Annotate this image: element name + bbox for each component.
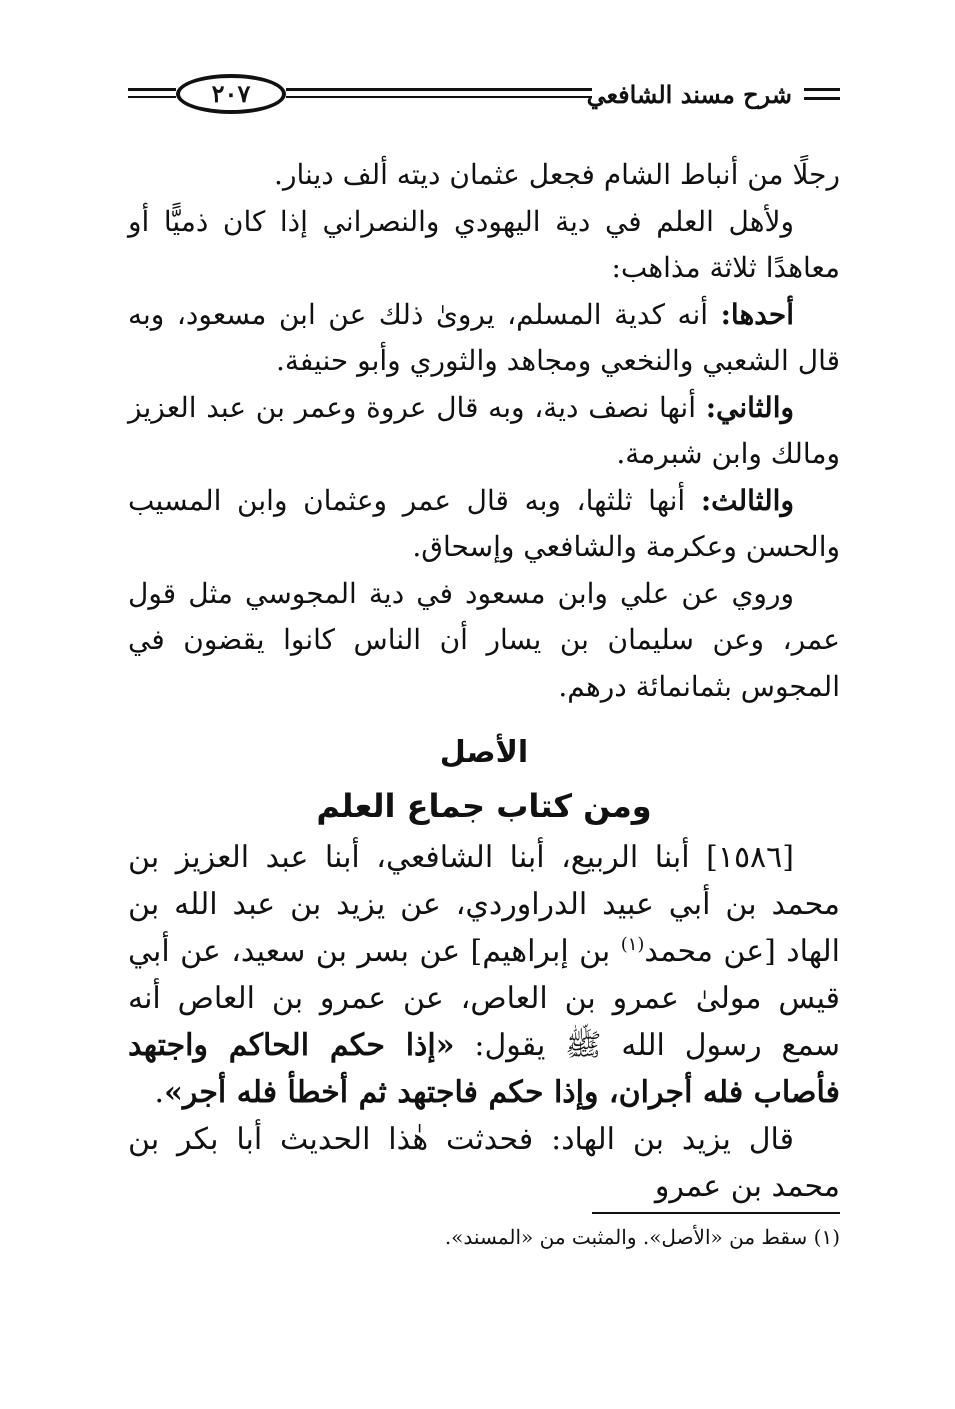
hadith-chain: أبنا الربيع، أبنا الشافعي، أبنا عبد العزيز بن محمد بن أبي عبيد الدراوردي، عن يزيد بن عبد الله بن الهاد [عن محمد	[128, 840, 841, 969]
paragraph	[128, 385, 840, 478]
hadith-quote: «إذا حكم الحاكم واجتهد فأصاب فله أجران، وإذا حكم فاجتهد ثم أخطأ فله أجر»	[128, 1028, 840, 1110]
page-header	[128, 70, 840, 126]
paragraph-label: والثاني:	[705, 390, 794, 424]
hadith-end: .	[154, 1075, 165, 1110]
book-title: شرح مسند الشافعي	[586, 80, 792, 109]
paragraph-label: والثالث:	[700, 483, 794, 517]
paragraph	[128, 292, 840, 385]
paragraph-text: أنها ثلثها، وبه قال عمر وعثمان وابن المسيب والحسن وعكرمة والشافعي وإسحاق.	[128, 483, 840, 563]
hadith-paragraph	[128, 834, 840, 1116]
paragraph-label: أحدها:	[720, 297, 794, 331]
paragraph: رجلًا من أنباط الشام فجعل عثمان ديته ألف دينار.	[274, 158, 840, 191]
header-rule-middle	[286, 88, 592, 91]
section-heading: الأصل	[439, 735, 529, 770]
paragraph: ولأهل العلم في دية اليهودي والنصراني إذا كان ذميًّا أو معاهدًا ثلاثة مذاهب:	[128, 204, 840, 284]
paragraph	[128, 478, 840, 571]
header-rule-left-lower	[128, 96, 176, 98]
hadith-chain-continued: بن إبراهيم] عن بسر بن سعيد، عن أبي قيس مولىٰ عمرو بن العاص، عن عمرو بن العاص أنه سمع رسول الله ﷺ يقول:	[128, 934, 840, 1063]
page-number: ٢٠٧	[176, 74, 286, 114]
footnote-rule	[592, 1212, 840, 1214]
header-ornament	[804, 88, 840, 106]
paragraph-text: أنه كدية المسلم، يروىٰ ذلك عن ابن مسعود، وبه قال الشعبي والنخعي ومجاهد والثوري وأبو حنيفة.	[128, 297, 840, 377]
paragraph-text: أنها نصف دية، وبه قال عروة وعمر بن عبد العزيز ومالك وابن شبرمة.	[128, 390, 840, 470]
book-heading: ومن كتاب جماع العلم	[316, 787, 652, 825]
hadith-continuation: قال يزيد بن الهاد: فحدثت هٰذا الحديث أبا بكر بن محمد بن عمرو	[128, 1122, 840, 1204]
main-text	[128, 152, 840, 1210]
header-rule-middle-lower	[286, 96, 592, 98]
footnote: (١) سقط من «الأصل». والمثبت من «المسند».	[444, 1225, 840, 1249]
header-rule-left	[128, 88, 176, 91]
hadith-number: [١٥٨٦]	[706, 840, 794, 875]
footnote-reference: (١)	[620, 934, 645, 955]
paragraph: وروي عن علي وابن مسعود في دية المجوسي مثل قول عمر، وعن سليمان بن يسار أن الناس كانوا يقضون في المجوس بثمانمائة درهم.	[128, 576, 840, 703]
